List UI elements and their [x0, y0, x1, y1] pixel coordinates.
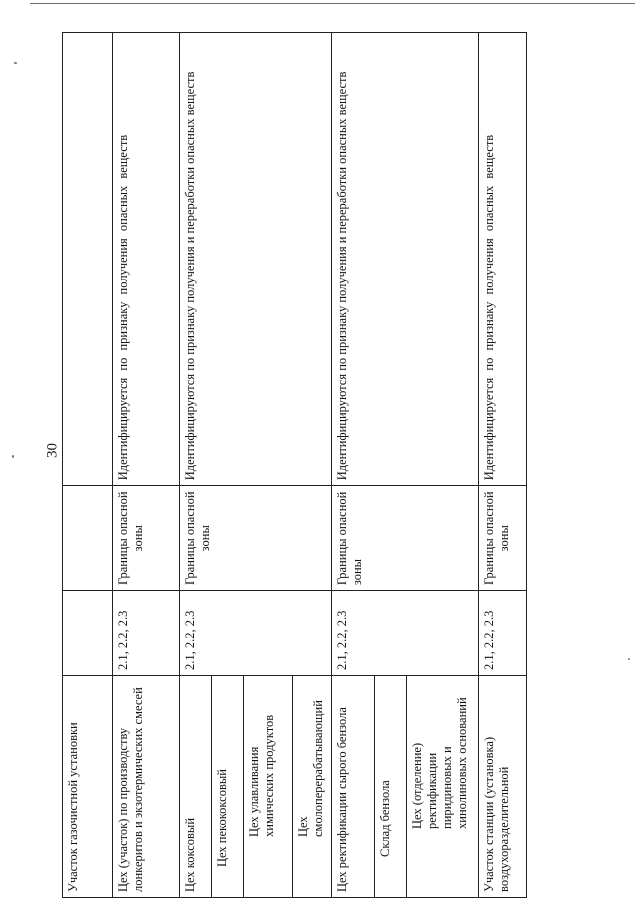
object-cell: Цех (участок) по производству лонкеритов и экзотермических смесей — [113, 676, 179, 898]
object-cell: Участок станции (установка) воздухоразделительной — [478, 676, 526, 898]
zone-cell: Границы опасной зоны — [478, 486, 526, 591]
object-cell: Цех улавливания химических продуктов — [243, 676, 292, 898]
table-row — [179, 33, 211, 898]
note-cell: Идентифицируется по признаку получения опасных веществ — [478, 33, 526, 486]
hazard-objects-table — [62, 32, 527, 898]
note-cell: Идентифицируются по признаку получения и переработки опасных веществ — [179, 33, 332, 486]
note-cell: Идентифицируется по признаку получения опасных веществ — [113, 33, 179, 486]
codes-cell: 2.1, 2.2, 2.3 — [332, 591, 478, 676]
scan-edge-line — [30, 3, 635, 4]
zone-cell: Границы опасной зоны — [113, 486, 179, 591]
object-cell: Склад бензола — [375, 676, 407, 898]
zone-cell — [63, 486, 113, 591]
note-cell: Идентифицируются по признаку получения и переработки опасных веществ — [332, 33, 478, 486]
scan-speck — [12, 455, 14, 458]
object-cell: Цех смолоперерабатывающий — [292, 676, 332, 898]
table-row — [478, 33, 526, 898]
table-row — [113, 33, 179, 898]
object-cell: Цех ректификации сырого бензола — [332, 676, 375, 898]
codes-cell — [63, 591, 113, 676]
codes-cell: 2.1, 2.2, 2.3 — [179, 591, 332, 676]
object-cell: Цех коксовый — [179, 676, 211, 898]
scan-speck — [628, 658, 630, 660]
zone-cell: Границы опасной зоны — [332, 486, 478, 591]
table-row — [63, 33, 113, 898]
object-cell: Цех (отделение) ректификации пиридиновых и хинолиновых оснований — [407, 676, 479, 898]
page-number: 30 — [44, 443, 61, 458]
object-cell: Цех пекококсовый — [211, 676, 243, 898]
table-frame — [62, 32, 527, 898]
rotated-table-container — [62, 32, 527, 898]
codes-cell: 2.1, 2.2, 2.3 — [113, 591, 179, 676]
codes-cell: 2.1, 2.2, 2.3 — [478, 591, 526, 676]
scan-speck — [14, 62, 17, 64]
table-row — [332, 33, 375, 898]
note-cell — [63, 33, 113, 486]
zone-cell: Границы опасной зоны — [179, 486, 332, 591]
object-cell: Участок газочистной установки — [63, 676, 113, 898]
